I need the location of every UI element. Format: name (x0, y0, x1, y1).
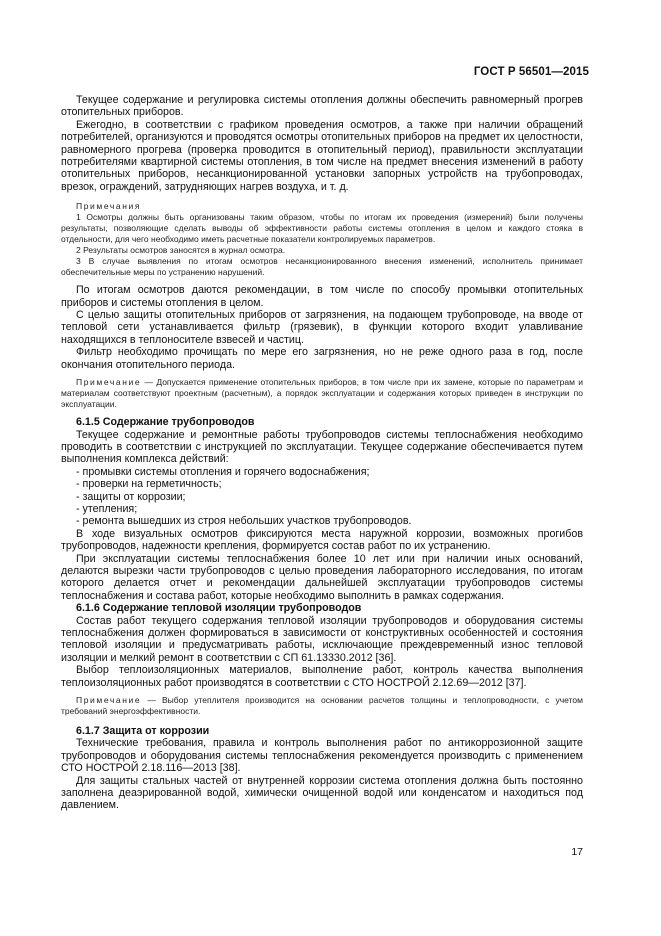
paragraph: По итогам осмотров даются рекомендации, в том числе по способу промывки отопительных приборов и системы отопления в целом. (61, 284, 583, 309)
paragraph: С целью защиты отопительных приборов от загрязнения, на подающем трубопроводе, на вводе от тепловой сети устанавливается фильтр (грязевик), в функции которого входит улавливание находящихся в теплоносителе взвесей и частиц. (61, 309, 583, 346)
note-text: — Допускается применение отопительных приборов, в том числе при их замене, которые по параметрам и материалам соответствуют проектным (расчетным), а порядок эксплуатации и содержания которых приведен в инструкции по эксплуатации. (61, 377, 583, 410)
note-label: Примечание (76, 377, 142, 388)
list-item: - защиты от коррозии; (76, 490, 186, 503)
note-item: 1 Осмотры должны быть организованы таким образом, чтобы по итогам их проведения (измерений) были получены результаты, позволяющие сделать выводы об эффективности работы системы отопления в целом и каждого стояка в отдельности, для чего необходимо иметь расчетные показатели контролируемых параметров. (61, 212, 583, 245)
paragraph: Текущее содержание и ремонтные работы трубопроводов системы теплоснабжения необходимо проводить в соответствии с инструкцией по эксплуатации. Текущее содержание обеспечивается путем выполнения комплекса действий: (61, 428, 583, 466)
notes-title: Примечания (76, 201, 142, 212)
list-item: - промывки системы отопления и горячего водоснабжения; (76, 465, 370, 478)
paragraph: Ежегодно, в соответствии с графиком проведения осмотров, а также при наличии обращений потребителей, организуются и проводятся осмотры отопительных приборов на предмет их целостности, равномерного прогрева (проверка проводится в отопительный период), правильности эксплуатации потребителями квартирной системы отопления, в том числе на предмет внесения изменений в работу отопительных приборов, несанкционированной установки запорных устройств на трубопроводах, врезок, ограждений, затрудняющих нагрев воздуха, и т. д. (61, 118, 583, 193)
section-heading: 6.1.7 Защита от коррозии (76, 725, 210, 738)
list-item: - ремонта вышедших из строя небольших участков трубопроводов. (76, 515, 412, 528)
note-text: — Выбор утеплителя производится на основании расчетов толщины и теплопроводности, с учетом требований энергоэффективности. (61, 695, 583, 717)
section-heading: 6.1.5 Содержание трубопроводов (76, 416, 255, 429)
note-item: 2 Результаты осмотров заносятся в журнал осмотра. (76, 245, 286, 256)
note (61, 377, 583, 410)
page-number: 17 (571, 846, 583, 858)
document-header: ГОСТ Р 56501—2015 (473, 66, 589, 78)
paragraph: Для защиты стальных частей от внутренней коррозии система отопления должна быть постоянно заполнена деаэрированной водой, химически очищенной водой или конденсатом и находиться под давлением. (61, 774, 583, 812)
paragraph: Фильтр необходимо прочищать по мере его загрязнения, но не реже одного раза в год, после окончания отопительного периода. (61, 346, 583, 371)
list-item: - проверки на герметичность; (76, 478, 222, 491)
paragraph: В ходе визуальных осмотров фиксируются места наружной коррозии, возможных прогибов трубопроводов, надежности крепления, формируется состав работ по их устранению. (61, 527, 583, 553)
paragraph: Состав работ текущего содержания тепловой изоляции трубопроводов и оборудования системы теплоснабжения должен формироваться в зависимости от конструктивных особенностей и состояния тепловой изоляции и предусматривать работы, исключающие преждевременный износ тепловой изоляции и мелкий ремонт в соответствии с СП 61.13330.2012 [36]. (61, 614, 583, 664)
paragraph: При эксплуатации системы теплоснабжения более 10 лет или при наличии иных оснований, делаются вырезки части трубопроводов с целью проведения лабораторного исследования, по итогам которого делается отчет и рекомендации дальнейшей эксплуатации трубопроводов системы теплоснабжения и состава работ, которые необходимо выполнить в рамках содержания. (61, 552, 583, 602)
note (61, 695, 583, 717)
paragraph: Текущее содержание и регулировка системы отопления должны обеспечить равномерный прогрев отопительных приборов. (61, 94, 583, 119)
note-item: 3 В случае выявления по итогам осмотров несанкционированного внесения изменений, исполнитель принимает обеспечительные меры по устранению нарушений. (61, 256, 583, 278)
list-item: - утепления; (76, 502, 138, 515)
section-heading: 6.1.6 Содержание тепловой изоляции трубопроводов (76, 602, 362, 615)
paragraph: Выбор теплоизоляционных материалов, выполнение работ, контроль качества выполнения теплоизоляционных работ производятся в соответствии с СТО НОСТРОЙ 2.12.69—2012 [37]. (61, 664, 583, 689)
paragraph: Технические требования, правила и контроль выполнения работ по антикоррозионной защите трубопроводов и оборудования системы теплоснабжения рекомендуется производить с применением СТО НОСТРОЙ 2.18.116—2013 [38]. (61, 737, 583, 775)
page-body (61, 94, 583, 812)
note-label: Примечание (76, 695, 142, 706)
